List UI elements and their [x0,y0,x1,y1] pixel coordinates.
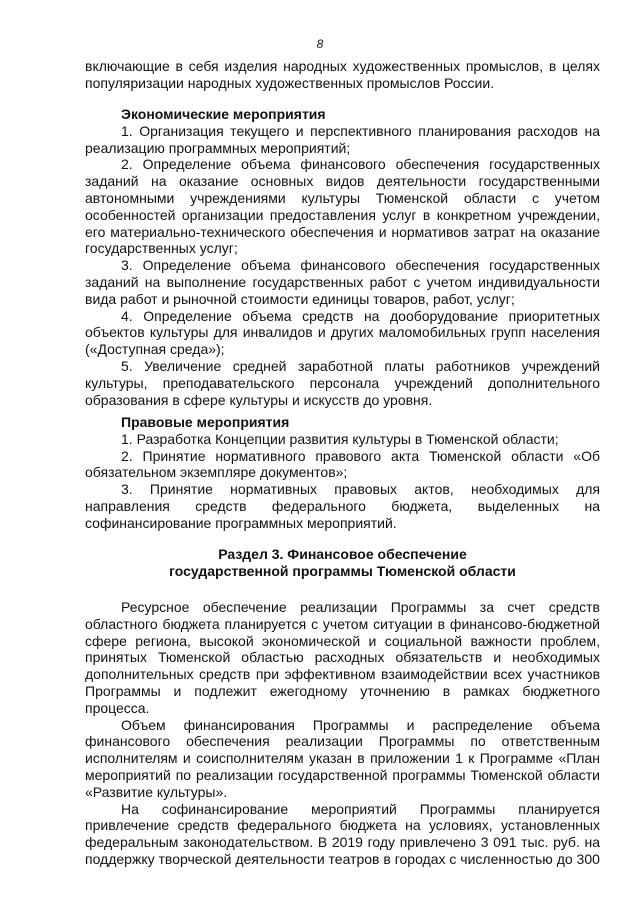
section-3-title [85,546,600,580]
economic-item-5: 5. Увеличение средней заработной платы работников учреждений культуры, преподавательского персонала учреждений дополнительного образования в сфере культуры и искусств до уровня. [85,357,600,408]
intro-paragraph-block [85,58,600,92]
section-paragraph-3: На софинансирование мероприятий Программы планируется привлечение средств федерального бюджета на условиях, установленных федеральным законодательством. В 2019 году привлечено 3 091 тыс. руб. на поддержку творческой деятельности театров в городах с численностью до 300 [85,800,600,867]
economic-item-1: 1. Организация текущего и перспективного планирования расходов на реализацию программных мероприятий; [85,122,600,156]
page-number: 8 [316,37,324,51]
section-3-body [85,599,600,868]
legal-measures-section [85,414,600,532]
section-title-line-1: Раздел 3. Финансовое обеспечение [218,546,467,562]
legal-item-3: 3. Принятие нормативных правовых актов, необходимых для направления средств федерального бюджета, выделенных на софинансирование программных мероприятий. [85,481,600,531]
economic-item-3: 3. Определение объема финансового обеспечения государственных заданий на выполнение государственных работ с учетом индивидуальности вида работ и рыночной стоимости единицы товаров, работ, услуг; [85,257,600,307]
economic-heading: Экономические мероприятия [121,106,326,122]
section-paragraph-2: Объем финансирования Программы и распределение объема финансового обеспечения реализации Программы по ответственным исполнителям и соисполнителям указан в приложении 1 к Программе «План мероприятий по реализации государственной программы Тюменской области «Развитие культуры». [85,716,600,800]
economic-item-2: 2. Определение объема финансового обеспечения государственных заданий на оказание основных видов деятельности государственными автономными учреждениями культуры Тюменской области с учетом особенностей организации предоставления услуг в конкретном учреждении, его материально-технического обеспечения и нормативов затрат на оказание государственных услуг; [85,156,600,257]
economic-item-4: 4. Определение объема средств на дооборудование приоритетных объектов культуры для инвалидов и других маломобильных групп населения («Доступная среда»); [85,307,600,358]
section-title-line-2: государственной программы Тюменской области [169,562,516,579]
legal-heading: Правовые мероприятия [121,414,290,430]
intro-paragraph: включающие в себя изделия народных художественных промыслов, в целях популяризации народных художественных промыслов России. [85,58,600,91]
legal-item-1: 1. Разработка Концепции развития культуры в Тюменской области; [121,430,559,447]
legal-item-2: 2. Принятие нормативного правового акта Тюменской области «Об обязательном экземпляре документов»; [85,447,600,481]
section-paragraph-1: Ресурсное обеспечение реализации Программы за счет средств областного бюджета планируется с учетом ситуации в финансово-бюджетной сфере региона, высокой экономической и социальной важности проблем, принятых Тюменской областью расходных обязательств и необходимых дополнительных средств при эффективном взаимодействии всех участников Программы и подлежит ежегодному уточнению в рамках бюджетного процесса. [85,599,600,716]
economic-measures-section [85,106,600,408]
